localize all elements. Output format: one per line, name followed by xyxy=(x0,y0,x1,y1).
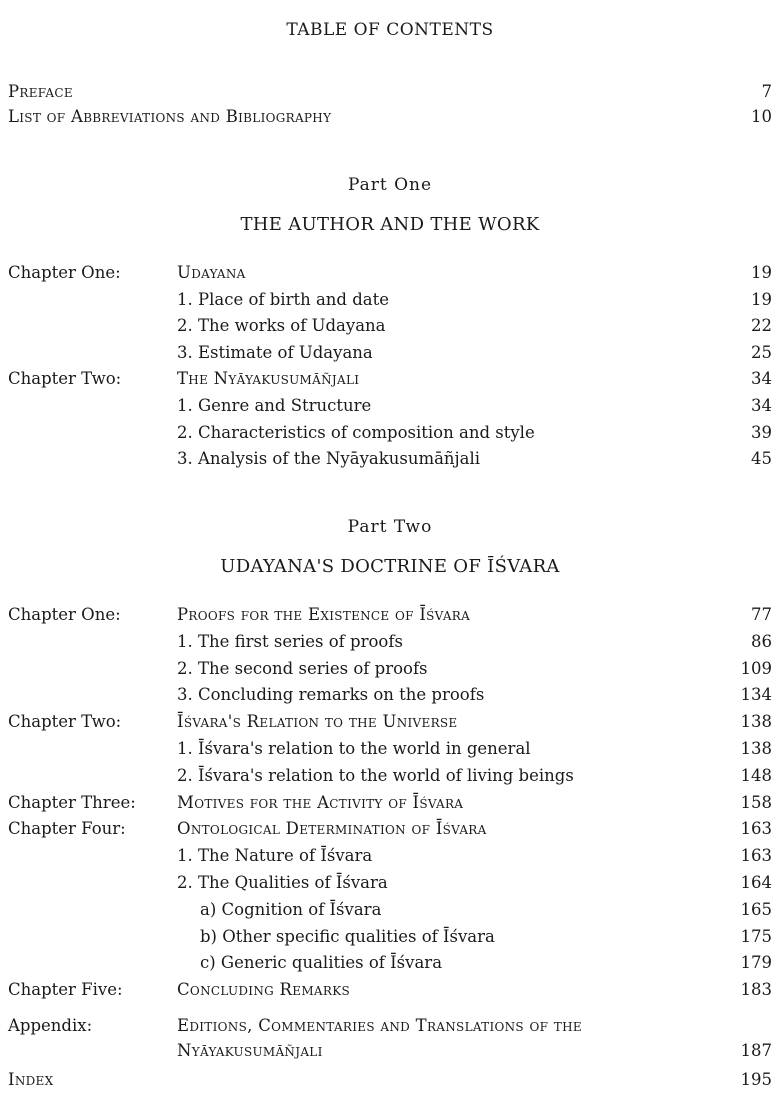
entry-title: Udayana xyxy=(177,263,246,282)
toc-entry-section[interactable] xyxy=(0,737,780,761)
toc-entry-chapter[interactable] xyxy=(0,710,780,734)
toc-entry-section[interactable] xyxy=(0,657,780,681)
chapter-label: Chapter Three: xyxy=(8,792,136,812)
entry-title: 2. The Qualities of Īśvara xyxy=(177,873,388,892)
toc-entry-section[interactable] xyxy=(0,871,780,895)
toc-entry-preface[interactable] xyxy=(0,80,780,104)
entry-page: 148 xyxy=(740,765,772,785)
chapter-label: Chapter Five: xyxy=(8,980,123,1000)
entry-page: 195 xyxy=(740,1070,772,1089)
toc-entry-section[interactable] xyxy=(0,341,780,365)
entry-page: 34 xyxy=(751,396,772,415)
entry-page: 86 xyxy=(751,631,772,651)
toc-entry-chapter[interactable] xyxy=(0,978,780,1002)
part-one-heading: THE AUTHOR AND THE WORK xyxy=(240,214,540,235)
entry-title: 3. Analysis of the Nyāyakusumāñjali xyxy=(177,449,481,469)
entry-page: 175 xyxy=(740,926,772,946)
toc-entry-section[interactable] xyxy=(0,630,780,654)
part-two-heading: UDAYANA'S DOCTRINE OF ĪŚVARA xyxy=(220,556,560,577)
entry-page: 19 xyxy=(751,289,772,309)
entry-title: List of Abbreviations and Bibliography xyxy=(8,107,332,126)
toc-entry-section[interactable] xyxy=(0,288,780,312)
entry-title: 3. Estimate of Udayana xyxy=(177,342,373,362)
appendix-label: Appendix: xyxy=(8,1016,93,1035)
toc-entry-section[interactable] xyxy=(0,314,780,338)
entry-page: 39 xyxy=(751,422,772,442)
toc-entry-chapter[interactable] xyxy=(0,367,780,391)
entry-page: 109 xyxy=(740,658,772,678)
page-title: TABLE OF CONTENTS xyxy=(286,20,494,40)
entry-page: 134 xyxy=(740,685,772,705)
entry-title: a) Cognition of Īśvara xyxy=(200,899,382,919)
toc-entry-abbreviations[interactable] xyxy=(0,105,780,129)
entry-title: Index xyxy=(8,1070,54,1089)
entry-title: Ontological Determination of Īśvara xyxy=(177,819,487,839)
entry-page: 34 xyxy=(751,369,772,389)
entry-page: 163 xyxy=(740,846,772,866)
entry-page: 45 xyxy=(751,449,772,469)
toc-entry-chapter[interactable] xyxy=(0,817,780,841)
entry-title: 2. The works of Udayana xyxy=(177,316,386,336)
entry-title: 1. Genre and Structure xyxy=(177,396,372,415)
entry-page: 158 xyxy=(740,792,772,812)
toc-entry-chapter[interactable] xyxy=(0,603,780,627)
entry-title: Concluding Remarks xyxy=(177,980,351,1000)
toc-entry-sub[interactable] xyxy=(0,925,780,949)
entry-title: Preface xyxy=(8,82,73,101)
entry-page: 25 xyxy=(751,342,772,362)
entry-page: 19 xyxy=(751,263,772,282)
entry-title: Nyāyakusumāñjali xyxy=(177,1041,323,1060)
entry-title: c) Generic qualities of Īśvara xyxy=(200,953,443,973)
toc-entry-section[interactable] xyxy=(0,421,780,445)
entry-page: 10 xyxy=(751,107,772,126)
entry-title: Motives for the Activity of Īśvara xyxy=(177,792,464,812)
entry-title: 1. Place of birth and date xyxy=(177,289,390,309)
entry-title: Editions, Commentaries and Translations of the xyxy=(177,1016,582,1035)
entry-page: 183 xyxy=(740,980,772,1000)
toc-entry-sub[interactable] xyxy=(0,951,780,975)
entry-page: 163 xyxy=(740,819,772,839)
toc-entry-appendix-cont[interactable] xyxy=(0,1039,780,1063)
part-one-label: Part One xyxy=(347,175,433,195)
toc-entry-sub[interactable] xyxy=(0,898,780,922)
part-two-label: Part Two xyxy=(347,517,433,537)
toc-entry-section[interactable] xyxy=(0,447,780,471)
entry-title: Proofs for the Existence of Īśvara xyxy=(177,605,471,624)
chapter-label: Chapter One: xyxy=(8,263,121,282)
toc-entry-index[interactable] xyxy=(0,1068,780,1092)
entry-title: 2. Characteristics of composition and style xyxy=(177,422,535,442)
entry-page: 164 xyxy=(740,873,772,892)
toc-entry-section[interactable] xyxy=(0,844,780,868)
chapter-label: Chapter One: xyxy=(8,605,121,624)
toc-entry-appendix[interactable] xyxy=(0,1014,780,1038)
entry-page: 138 xyxy=(740,712,772,732)
entry-title: The Nyāyakusumāñjali xyxy=(177,369,360,389)
entry-page: 138 xyxy=(740,739,772,758)
entry-title: 1. The first series of proofs xyxy=(177,631,403,651)
entry-page: 7 xyxy=(761,82,772,101)
entry-page: 179 xyxy=(740,953,772,973)
entry-page: 165 xyxy=(740,899,772,919)
toc-entry-section[interactable] xyxy=(0,394,780,418)
toc-entry-section[interactable] xyxy=(0,683,780,707)
entry-title: 3. Concluding remarks on the proofs xyxy=(177,685,485,705)
chapter-label: Chapter Two: xyxy=(8,712,122,732)
entry-title: 2. The second series of proofs xyxy=(177,658,428,678)
entry-page: 77 xyxy=(751,605,772,624)
entry-page: 187 xyxy=(740,1041,772,1060)
entry-title: b) Other specific qualities of Īśvara xyxy=(200,926,495,946)
toc-entry-section[interactable] xyxy=(0,764,780,788)
entry-title: 2. Īśvara's relation to the world of living beings xyxy=(177,765,574,785)
entry-title: 1. Īśvara's relation to the world in general xyxy=(177,739,531,758)
entry-page: 22 xyxy=(751,316,772,336)
entry-title: Īśvara's Relation to the Universe xyxy=(177,712,458,732)
toc-entry-chapter[interactable] xyxy=(0,261,780,285)
entry-title: 1. The Nature of Īśvara xyxy=(177,846,373,866)
toc-entry-chapter[interactable] xyxy=(0,791,780,815)
chapter-label: Chapter Two: xyxy=(8,369,122,389)
chapter-label: Chapter Four: xyxy=(8,819,126,839)
